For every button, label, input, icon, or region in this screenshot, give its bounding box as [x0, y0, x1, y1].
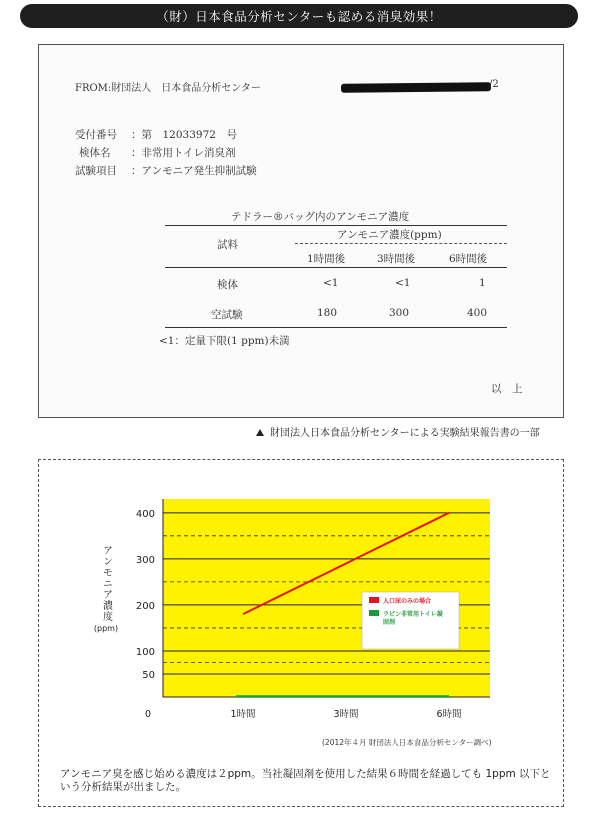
table-row-name: 検体 [217, 279, 238, 291]
table-column-header: 6時間後 [449, 253, 488, 265]
y-axis-label: アンモニア濃度 [100, 545, 112, 622]
field-label: 試験項目 [75, 165, 117, 177]
y-tick-label: 100 [135, 646, 155, 658]
table-note: <1：定量下限(1 ppm)未満 [159, 335, 290, 347]
y-axis-unit: (ppm) [93, 624, 119, 633]
legend-swatch [369, 610, 379, 616]
x-tick-label: 3時間 [333, 709, 359, 720]
field-label: 検体名 [79, 147, 111, 159]
y-tick-label: 300 [135, 554, 155, 566]
report-from: FROM:財団法人 日本食品分析センター [75, 83, 261, 94]
legend-label: ラピン非常用トイレ凝固剤 [383, 611, 443, 626]
table-row-header: 試料 [217, 239, 238, 251]
caption-text: 財団法人日本食品分析センターによる実験結果報告書の一部 [270, 428, 540, 439]
field-label: 受付番号 [75, 129, 117, 141]
field-value: ：非常用トイレ消臭剤 [131, 147, 236, 159]
table-cell: 400 [467, 307, 488, 319]
y-tick-label: 200 [135, 600, 155, 612]
table-cell: 180 [317, 307, 338, 319]
report-page: /2 [489, 79, 499, 90]
legend-label: 人口尿のみの場合 [383, 598, 432, 605]
y-tick-label: 400 [135, 508, 155, 520]
x-tick-label: 1時間 [230, 709, 256, 720]
table-column-header: 1時間後 [307, 253, 346, 265]
section-title: （財）日本食品分析センターも認める消臭効果！ [156, 9, 442, 24]
table-cell: <1 [395, 277, 411, 289]
chart-source: (2012年４月 財団法人日本食品分析センター調べ) [322, 738, 492, 747]
report-closing: 以 上 [491, 383, 523, 395]
table-title: テドラー®バッグ内のアンモニア濃度 [231, 211, 410, 223]
y-tick-label: 50 [142, 669, 155, 681]
x-tick-label: 6時間 [436, 709, 462, 720]
table-cell: 1 [479, 277, 486, 289]
footer-note: アンモニア臭を感じ始める濃度は２ppm。当社凝固剤を使用した結果６時間を経過しても 1ppm 以下という分析結果が出ました。 [60, 768, 551, 793]
table-cell: <1 [323, 277, 339, 289]
table-column-header: 3時間後 [377, 253, 416, 265]
table-group-header: アンモニア濃度(ppm) [337, 229, 442, 241]
table-cell: 300 [389, 307, 410, 319]
field-value: ：アンモニア発生抑制試験 [131, 165, 257, 177]
x-tick-label: 0 [144, 709, 152, 720]
legend-swatch [369, 597, 379, 603]
table-row-name: 空試験 [211, 309, 243, 321]
field-value: ：第 12033972 号 [131, 129, 237, 141]
